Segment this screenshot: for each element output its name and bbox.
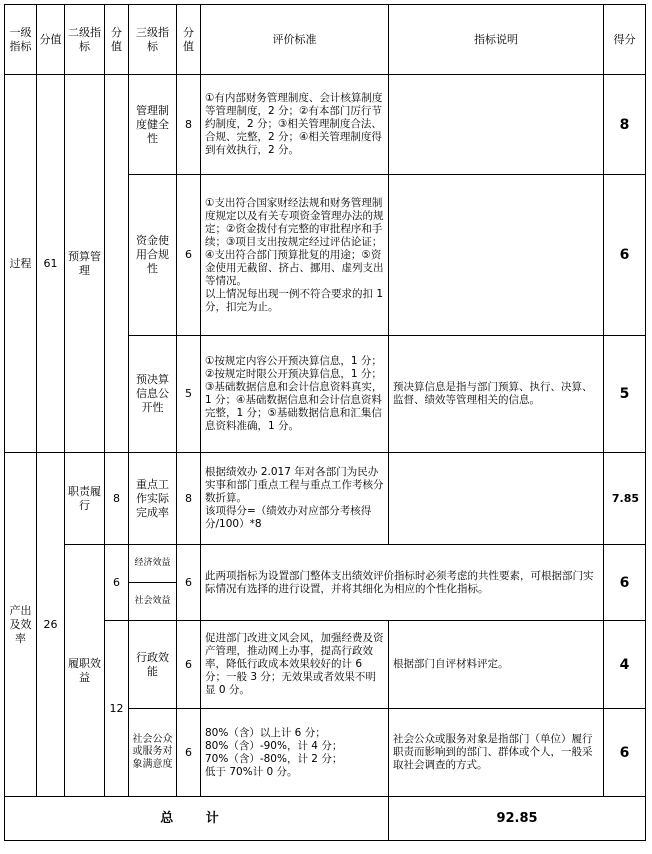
output-level1: 产出及效率 bbox=[5, 453, 37, 797]
criteria-management-system: ①有内部财务管理制度、会计核算制度等管理制度，2 分；②有本部门厉行节约制度，2 分；③相关管理制度合法、合规、完整，2 分；④相关管理制度得到有效执行，2 分。 bbox=[201, 75, 389, 175]
level3-admin-efficiency: 行政效能 bbox=[129, 621, 177, 709]
criteria-satisfaction-line: 70%（含）-80%，计 2 分； bbox=[205, 752, 343, 765]
criteria-satisfaction-line: 80%（含）-90%，计 4 分； bbox=[205, 739, 343, 752]
header-result: 得分 bbox=[604, 5, 646, 75]
table-row bbox=[5, 75, 646, 175]
level3-satisfaction: 社会公众或服务对象满意度 bbox=[129, 709, 177, 797]
criteria-satisfaction-line: 低于 70%计 0 分。 bbox=[205, 765, 298, 778]
score3-budget-disclosure: 5 bbox=[177, 336, 201, 453]
result-key-work: 7.85 bbox=[604, 453, 646, 545]
result-admin-efficiency: 4 bbox=[604, 621, 646, 709]
result-budget-disclosure: 5 bbox=[604, 336, 646, 453]
level3-key-work: 重点工作实际完成率 bbox=[129, 453, 177, 545]
criteria-key-work bbox=[201, 453, 389, 545]
table-row bbox=[5, 545, 646, 583]
header-level3: 三级指标 bbox=[129, 5, 177, 75]
criteria-satisfaction-line: 80%（含）以上计 6 分； bbox=[205, 726, 326, 739]
process-level1: 过程 bbox=[5, 75, 37, 453]
level3-budget-disclosure: 预决算信息公开性 bbox=[129, 336, 177, 453]
explanation-key-work-empty bbox=[389, 453, 604, 545]
header-level2: 二级指标 bbox=[65, 5, 105, 75]
score3-admin-efficiency: 6 bbox=[177, 621, 201, 709]
header-score1: 分值 bbox=[37, 5, 65, 75]
result-fund-compliance: 6 bbox=[604, 175, 646, 336]
criteria-fund-compliance bbox=[201, 175, 389, 336]
score3-key-work: 8 bbox=[177, 453, 201, 545]
explanation-budget-disclosure: 预决算信息是指与部门预算、执行、决算、监督、绩效等管理相关的信息。 bbox=[389, 336, 604, 453]
result-satisfaction: 6 bbox=[604, 709, 646, 797]
header-score2: 分值 bbox=[105, 5, 129, 75]
explanation-management-system-empty bbox=[389, 75, 604, 175]
score3-common: 6 bbox=[177, 545, 201, 621]
level2-duty: 职责履行 bbox=[65, 453, 105, 545]
score2-perform: 12 bbox=[105, 621, 129, 797]
criteria-key-work-text: 根据绩效办 2.017 年对各部门为民办实事和部门重点工程与重点工作考核分数折算。 bbox=[205, 466, 384, 504]
header-score3: 分值 bbox=[177, 5, 201, 75]
total-row bbox=[5, 797, 646, 841]
score3-management-system: 8 bbox=[177, 75, 201, 175]
level2-perform: 履职效益 bbox=[65, 545, 105, 797]
level3-social-benefit: 社会效益 bbox=[129, 583, 177, 621]
header-level1: 一级指标 bbox=[5, 5, 37, 75]
header-explanation: 指标说明 bbox=[389, 5, 604, 75]
result-common: 6 bbox=[604, 545, 646, 621]
criteria-fund-compliance-note: 以上情况每出现一例不符合要求的扣 1 分，扣完为止。 bbox=[205, 287, 384, 313]
criteria-satisfaction bbox=[201, 709, 389, 797]
explanation-satisfaction: 社会公众或服务对象是指部门（单位）履行职责而影响到的部门、群体或个人，一般采取社会调查的方式。 bbox=[389, 709, 604, 797]
process-score1: 61 bbox=[37, 75, 65, 453]
score2-common: 6 bbox=[105, 545, 129, 621]
process-level2: 预算管理 bbox=[65, 75, 105, 453]
level3-economic-benefit: 经济效益 bbox=[129, 545, 177, 583]
process-score2-empty bbox=[105, 75, 129, 453]
score3-satisfaction: 6 bbox=[177, 709, 201, 797]
criteria-admin-efficiency: 促进部门改进文风会风，加强经费及资产管理，推动网上办事，提高行政效率，降低行政成本效果较好的计 6 分；一般 3 分；无效果或者效果不明显 0 分。 bbox=[201, 621, 389, 709]
score3-fund-compliance: 6 bbox=[177, 175, 201, 336]
score2-duty: 8 bbox=[105, 453, 129, 545]
criteria-budget-disclosure: ①按规定内容公开预决算信息，1 分；②按规定时限公开预决算信息，1 分；③基础数据信息和会计信息资料真实，1 分；④基础数据信息和会计信息资料完整，1 分；⑤基础数据信息和汇集信息资料准确，1 分。 bbox=[201, 336, 389, 453]
result-management-system: 8 bbox=[604, 75, 646, 175]
header-row bbox=[5, 5, 646, 75]
level3-management-system: 管理制度健全性 bbox=[129, 75, 177, 175]
header-criteria: 评价标准 bbox=[201, 5, 389, 75]
total-label: 总 计 bbox=[5, 797, 389, 841]
criteria-key-work-note: 该项得分=（绩效办对应部分考核得分/100）*8 bbox=[205, 505, 372, 530]
explanation-fund-compliance-empty bbox=[389, 175, 604, 336]
explanation-admin-efficiency: 根据部门自评材料评定。 bbox=[389, 621, 604, 709]
output-score1: 26 bbox=[37, 453, 65, 797]
criteria-fund-compliance-text: ①支出符合国家财经法规和财务管理制度规定以及有关专项资金管理办法的规定；②资金拨付有完整的审批程序和手续；③项目支出按规定经过评估论证；④支出符合部门预算批复的用途；⑤资金使用无截留、挤占、挪用、虚列支出等情况。 bbox=[205, 196, 384, 287]
performance-evaluation-table bbox=[4, 4, 646, 841]
table-row bbox=[5, 453, 646, 545]
explanation-common: 此两项指标为设置部门整体支出绩效评价指标时必须考虑的共性要素，可根据部门实际情况有选择的进行设置，并将其细化为相应的个性化指标。 bbox=[201, 545, 604, 621]
total-value: 92.85 bbox=[389, 797, 646, 841]
level3-fund-compliance: 资金使用合规性 bbox=[129, 175, 177, 336]
